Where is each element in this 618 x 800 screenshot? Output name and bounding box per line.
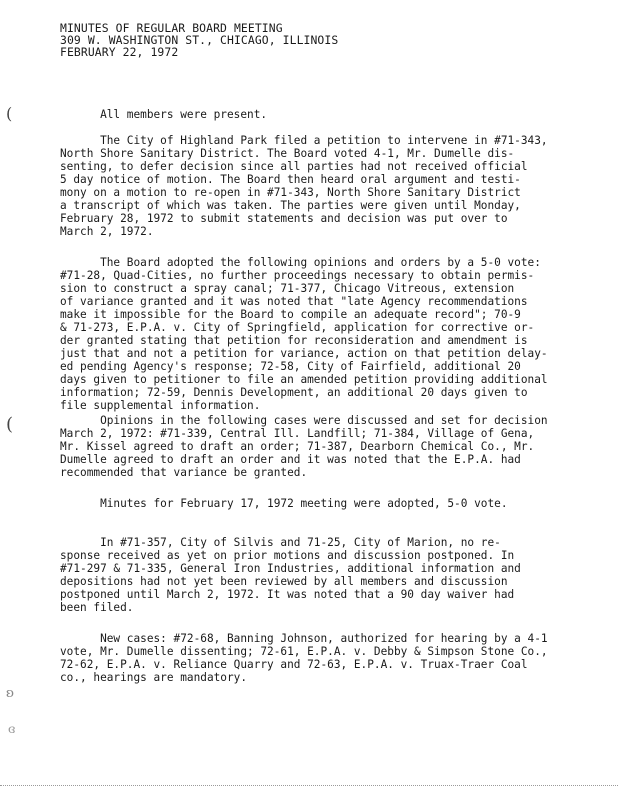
- paragraph-line: 72-62, E.P.A. v. Reliance Quarry and 72-63, E.P.A. v. Truax-Traer Coal: [60, 658, 528, 671]
- margin-bracket-mark: (: [6, 104, 13, 123]
- paragraph-line: a transcript of which was taken. The parties were given until Monday,: [60, 199, 521, 212]
- paragraph-line: #71-28, Quad-Cities, no further proceedings necessary to obtain permis-: [60, 269, 535, 282]
- scan-edge-artifact: [0, 785, 618, 788]
- margin-bracket-mark: (: [6, 414, 14, 435]
- paragraph-line: March 2, 1972.: [60, 225, 154, 238]
- paragraph-line: der granted stating that petition for reconsideration and amendment is: [60, 334, 528, 347]
- paragraph-line: Mr. Kissel agreed to draft an order; 71-387, Dearborn Chemical Co., Mr.: [60, 440, 535, 453]
- paragraph-line: ed pending Agency's response; 72-58, City of Fairfield, additional 20: [60, 360, 521, 373]
- paragraph-line: Dumelle agreed to draft an order and it was noted that the E.P.A. had: [60, 453, 521, 466]
- header-title: MINUTES OF REGULAR BOARD MEETING: [60, 21, 283, 35]
- paragraph-line: just that and not a petition for variance, action on that petition delay-: [60, 347, 548, 360]
- paragraph-line: 5 day notice of motion. The Board then heard oral argument and testi-: [60, 173, 521, 186]
- paragraph-line: postponed until March 2, 1972. It was noted that a 90 day waiver had: [60, 588, 515, 601]
- paragraph-line: The City of Highland Park filed a petition to intervene in #71-343,: [60, 134, 548, 147]
- paragraph-line: information; 72-59, Dennis Development, an additional 20 days given to: [60, 386, 528, 399]
- header-date: FEBRUARY 22, 1972: [60, 45, 179, 59]
- minutes-header: [60, 22, 338, 58]
- margin-scribble-mark: ʚ: [6, 686, 14, 701]
- paragraph-line: vote, Mr. Dumelle dissenting; 72-61, E.P.A. v. Debby & Simpson Stone Co.,: [60, 645, 548, 658]
- paragraph-minutes-adopted: Minutes for February 17, 1972 meeting were adopted, 5-0 vote.: [60, 497, 508, 510]
- paragraph-line: recommended that variance be granted.: [60, 466, 308, 479]
- paragraph-line: been filed.: [60, 601, 134, 614]
- paragraph-line: sponse received as yet on prior motions and discussion postponed. In: [60, 549, 515, 562]
- paragraph-line: March 2, 1972: #71-339, Central Ill. Landfill; 71-384, Village of Gena,: [60, 427, 535, 440]
- header-address: 309 W. WASHINGTON ST., CHICAGO, ILLINOIS: [60, 33, 339, 47]
- paragraph-line: February 28, 1972 to submit statements and decision was put over to: [60, 212, 508, 225]
- paragraph-line: The Board adopted the following opinions and orders by a 5-0 vote:: [60, 256, 541, 269]
- paragraph-line: #71-297 & 71-335, General Iron Industries, additional information and: [60, 562, 521, 575]
- paragraph-line: New cases: #72-68, Banning Johnson, authorized for hearing by a 4-1: [60, 632, 548, 645]
- paragraph-line: mony on a motion to re-open in #71-343, North Shore Sanitary District: [60, 186, 521, 199]
- paragraph-line: file supplemental information.: [60, 399, 261, 412]
- paragraph-line: days given to petitioner to file an amended petition providing additional: [60, 373, 548, 386]
- margin-scribble-mark: ɞ: [8, 722, 16, 736]
- paragraph-line: & 71-273, E.P.A. v. City of Springfield, application for corrective or-: [60, 321, 535, 334]
- paragraph-line: of variance granted and it was noted that "late Agency recommendations: [60, 295, 528, 308]
- paragraph-line: senting, to defer decision since all parties had not received official: [60, 160, 528, 173]
- paragraph-line: sion to construct a spray canal; 71-377, Chicago Vitreous, extension: [60, 282, 515, 295]
- paragraph-line: co., hearings are mandatory.: [60, 671, 248, 684]
- paragraph-line: make it impossible for the Board to compile an adequate record"; 70-9: [60, 308, 521, 321]
- paragraph-line: depositions had not yet been reviewed by all members and discussion: [60, 575, 508, 588]
- paragraph-attendance: All members were present.: [60, 108, 268, 121]
- paragraph-line: North Shore Sanitary District. The Board voted 4-1, Mr. Dumelle dis-: [60, 147, 515, 160]
- paragraph-line: Opinions in the following cases were discussed and set for decision: [60, 414, 548, 427]
- paragraph-line: In #71-357, City of Silvis and 71-25, City of Marion, no re-: [60, 536, 501, 549]
